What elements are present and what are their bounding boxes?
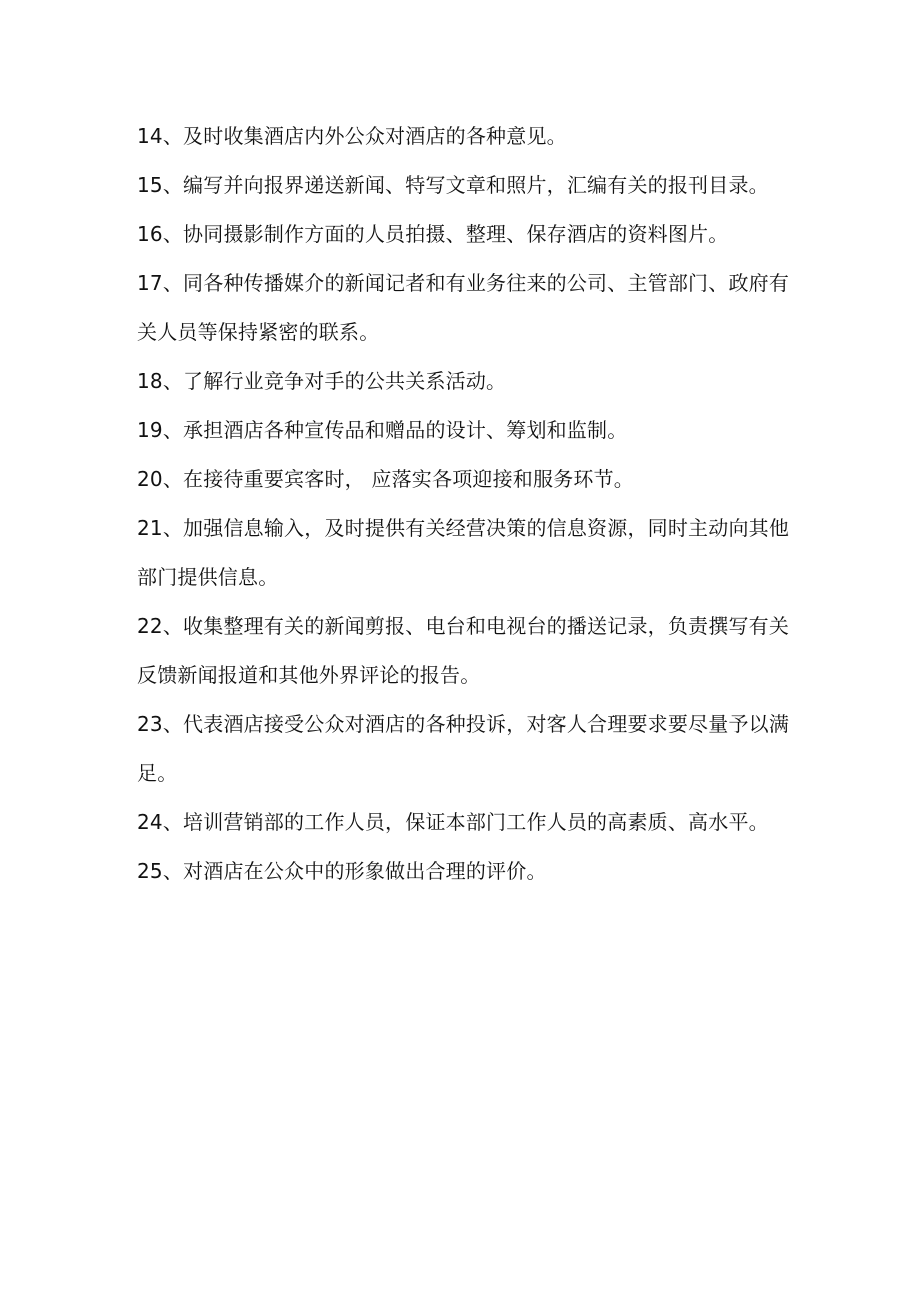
list-item: 18、了解行业竞争对手的公共关系活动。 <box>137 369 507 393</box>
list-item: 14、及时收集酒店内外公众对酒店的各种意见。 <box>137 124 567 148</box>
list-item: 19、承担酒店各种宣传品和赠品的设计、筹划和监制。 <box>137 418 628 442</box>
list-item: 23、代表酒店接受公众对酒店的各种投诉，对客人合理要求要尽量予以满足。 <box>137 712 790 785</box>
list-item: 24、培训营销部的工作人员，保证本部门工作人员的高素质、高水平。 <box>137 810 769 834</box>
list-item: 20、在接待重要宾客时， 应落实各项迎接和服务环节。 <box>137 467 635 491</box>
list-item: 22、收集整理有关的新闻剪报、电台和电视台的播送记录，负责撰写有关反馈新闻报道和其他外界评论的报告。 <box>137 614 790 687</box>
list-item: 25、对酒店在公众中的形象做出合理的评价。 <box>137 859 547 883</box>
list-item: 21、加强信息输入，及时提供有关经营决策的信息资源，同时主动向其他部门提供信息。 <box>137 516 790 589</box>
list-item: 17、同各种传播媒介的新闻记者和有业务往来的公司、主管部门、政府有关人员等保持紧密的联系。 <box>137 271 790 344</box>
responsibility-list <box>137 112 797 896</box>
list-item: 15、编写并向报界递送新闻、特写文章和照片，汇编有关的报刊目录。 <box>137 173 769 197</box>
list-item: 16、协同摄影制作方面的人员拍摄、整理、保存酒店的资料图片。 <box>137 222 729 246</box>
